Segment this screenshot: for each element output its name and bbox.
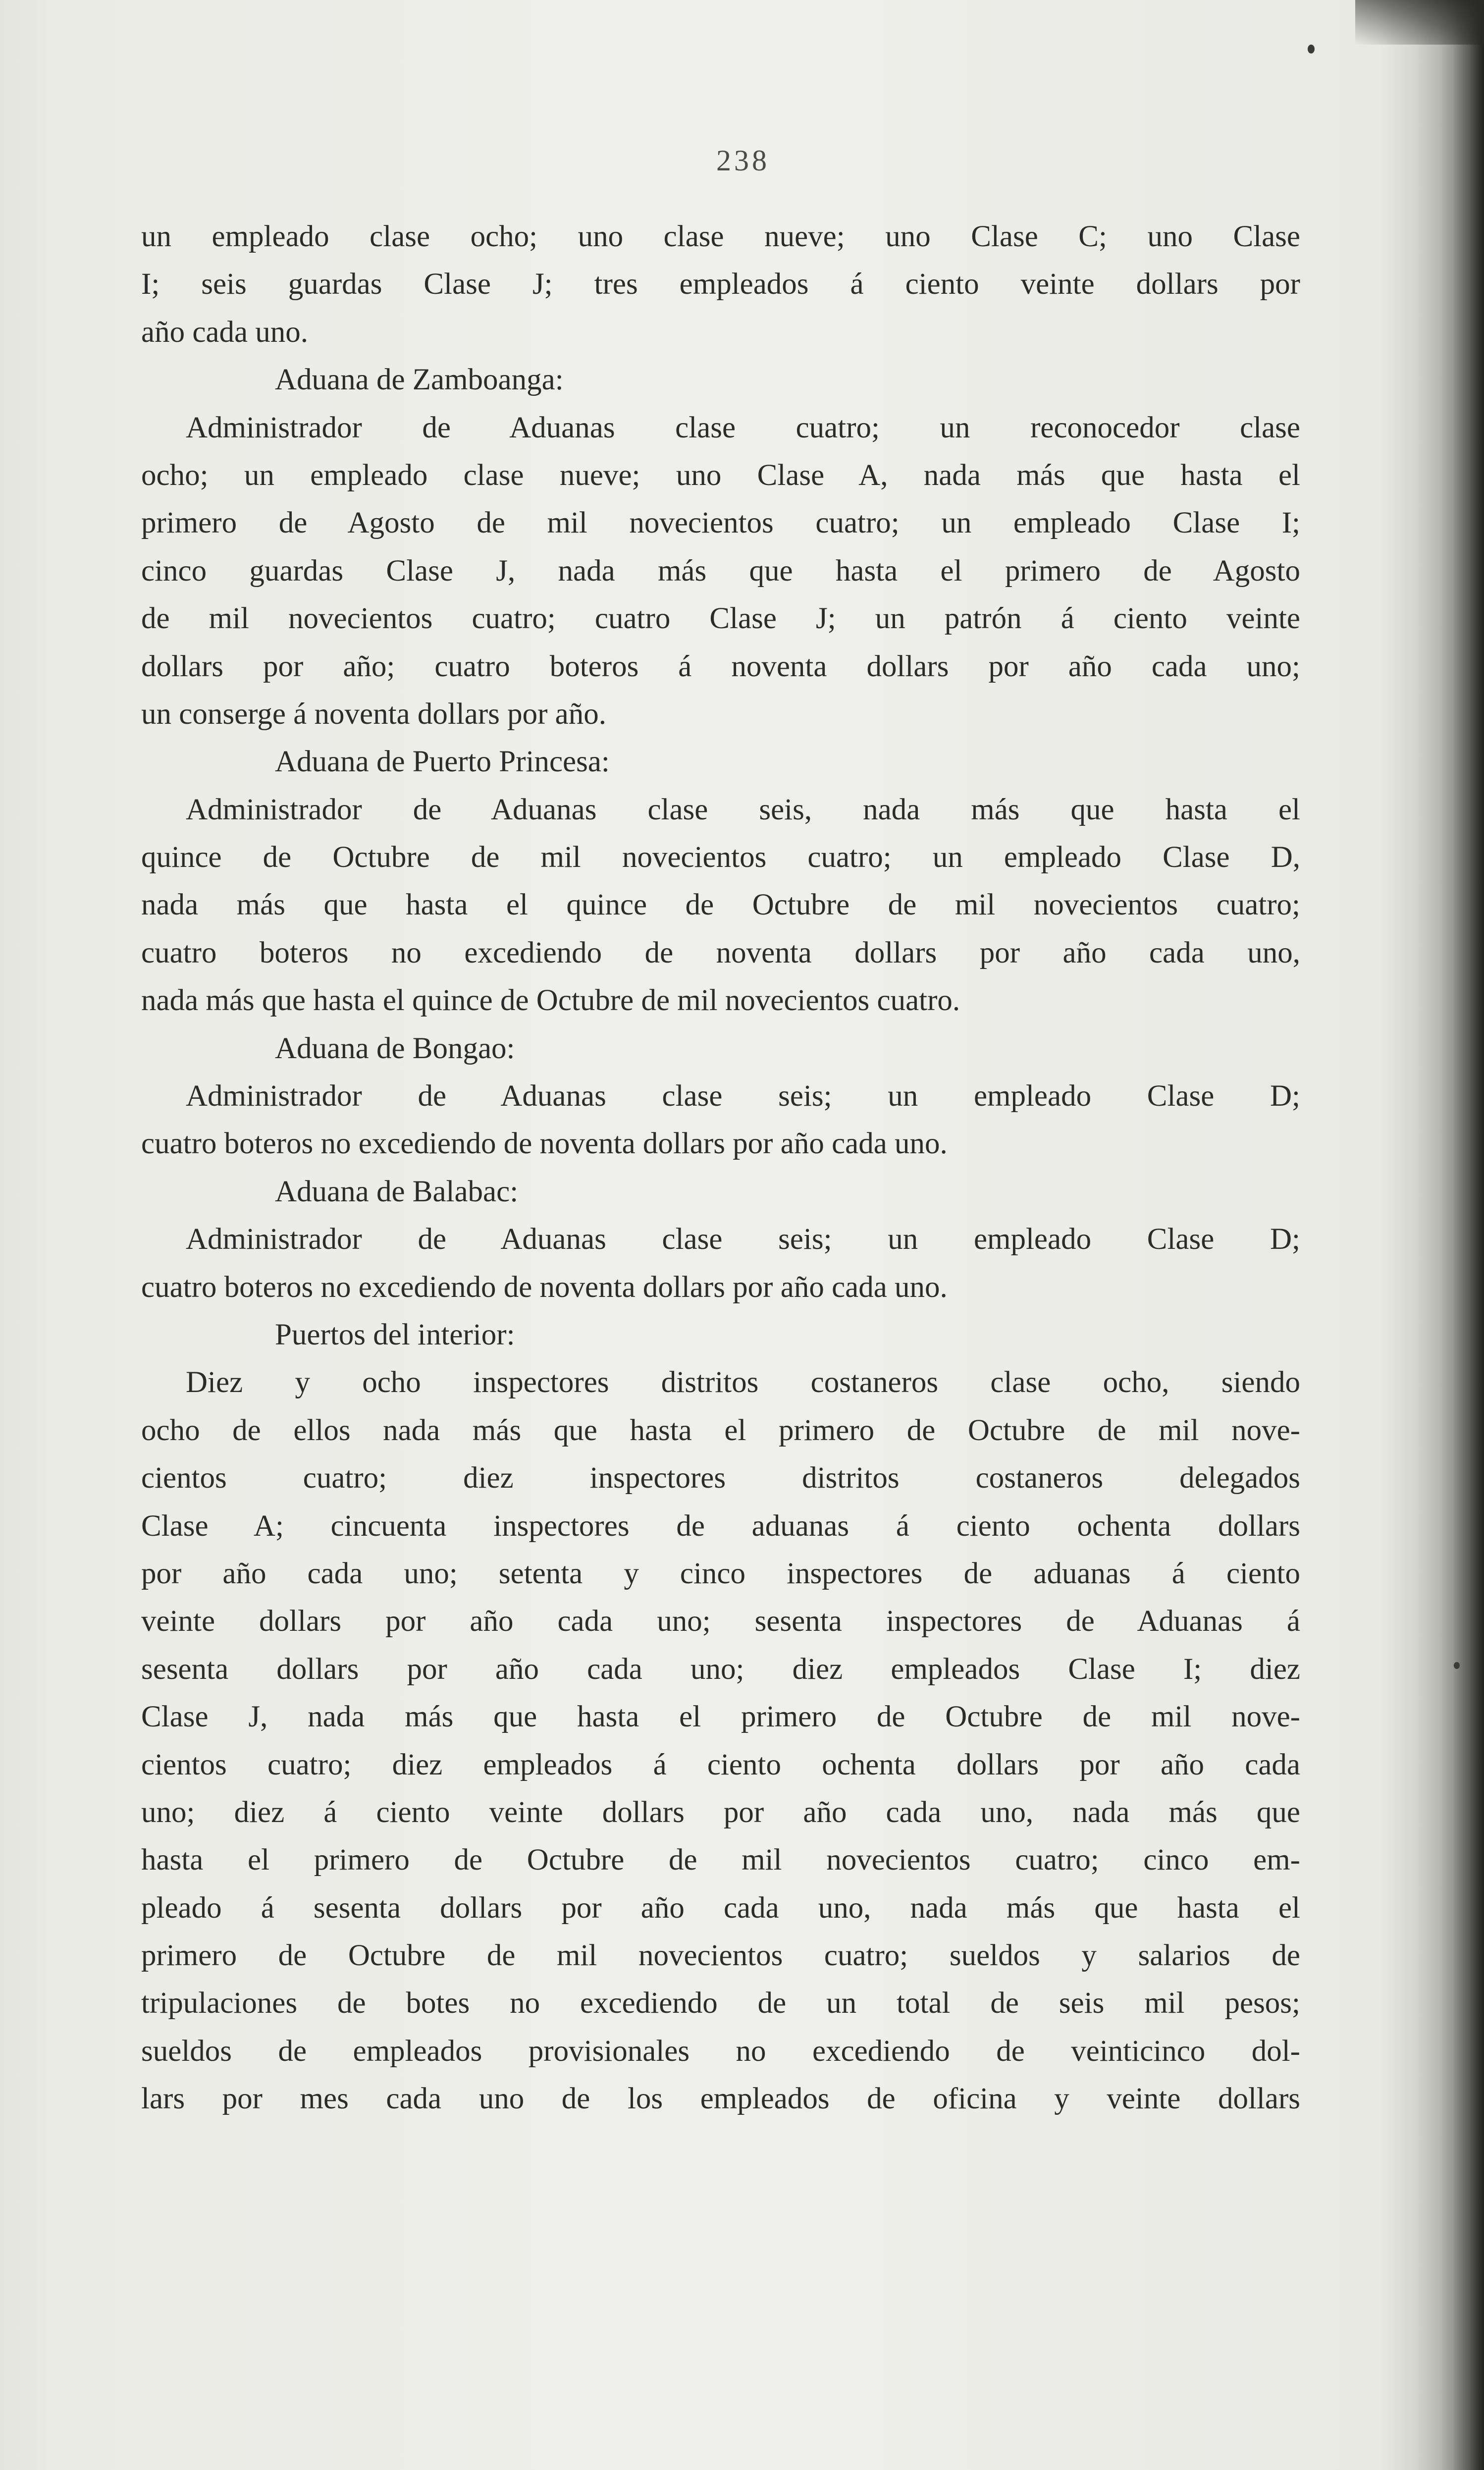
text-line: cientos cuatro; diez inspectores distritos costaneros delegados (141, 1461, 1300, 1495)
text-line: primero de Octubre de mil novecientos cuatro; sueldos y salarios de (141, 1939, 1300, 1973)
text-line: por año cada uno; setenta y cinco inspectores de aduanas á ciento (141, 1557, 1300, 1590)
text-line: un empleado clase ocho; uno clase nueve; uno Clase C; uno Clase (141, 220, 1300, 253)
section-heading: Aduana de Puerto Princesa: (275, 745, 610, 779)
ink-speck (1308, 45, 1315, 54)
text-line: nada más que hasta el quince de Octubre de mil novecientos cuatro. (141, 984, 960, 1018)
section-heading: Aduana de Balabac: (275, 1175, 519, 1208)
text-line: Administrador de Aduanas clase seis; un empleado Clase D; (186, 1223, 1300, 1256)
text-line: Administrador de Aduanas clase cuatro; un reconocedor clase (186, 411, 1300, 444)
text-line: uno; diez á ciento veinte dollars por año cada uno, nada más que (141, 1795, 1300, 1829)
section-heading: Aduana de Zamboanga: (275, 363, 564, 397)
text-line: quince de Octubre de mil novecientos cuatro; un empleado Clase D, (141, 841, 1300, 874)
text-line: Administrador de Aduanas clase seis; un empleado Clase D; (186, 1079, 1300, 1113)
text-line: cientos cuatro; diez empleados á ciento ochenta dollars por año cada (141, 1748, 1300, 1781)
text-line: año cada uno. (141, 315, 309, 349)
page-corner-shadow (1355, 0, 1484, 45)
text-line: hasta el primero de Octubre de mil novecientos cuatro; cinco em- (141, 1843, 1300, 1877)
page-edge-shadow (1415, 0, 1484, 2470)
text-line: Diez y ocho inspectores distritos costaneros clase ocho, siendo (186, 1366, 1300, 1399)
text-line: ocho de ellos nada más que hasta el primero de Octubre de mil nove- (141, 1413, 1300, 1447)
text-line: cuatro boteros no excediendo de noventa dollars por año cada uno. (141, 1270, 948, 1304)
text-line: un conserge á noventa dollars por año. (141, 697, 607, 731)
text-line: tripulaciones de botes no excediendo de un total de seis mil pesos; (141, 1987, 1300, 2020)
section-heading: Puertos del interior: (275, 1318, 515, 1351)
text-line: sesenta dollars por año cada uno; diez empleados Clase I; diez (141, 1652, 1300, 1686)
text-line: Clase J, nada más que hasta el primero de Octubre de mil nove- (141, 1700, 1300, 1734)
text-line: Administrador de Aduanas clase seis, nada más que hasta el (186, 793, 1300, 826)
text-line: I; seis guardas Clase J; tres empleados á ciento veinte dollars por (141, 268, 1300, 301)
text-line: nada más que hasta el quince de Octubre de mil novecientos cuatro; (141, 888, 1300, 922)
text-line: de mil novecientos cuatro; cuatro Clase J; un patrón á ciento veinte (141, 602, 1300, 636)
text-line: lars por mes cada uno de los empleados de oficina y veinte dollars (141, 2082, 1300, 2116)
text-line: sueldos de empleados provisionales no excediendo de veinticinco dol- (141, 2034, 1300, 2068)
text-line: cuatro boteros no excediendo de noventa dollars por año cada uno. (141, 1127, 948, 1161)
text-line: veinte dollars por año cada uno; sesenta inspectores de Aduanas á (141, 1605, 1300, 1638)
text-line: cinco guardas Clase J, nada más que hasta el primero de Agosto (141, 554, 1300, 588)
page-number: 238 (716, 144, 770, 177)
text-line: pleado á sesenta dollars por año cada uno, nada más que hasta el (141, 1891, 1300, 1925)
section-heading: Aduana de Bongao: (275, 1031, 515, 1065)
text-line: Clase A; cincuenta inspectores de aduanas á ciento ochenta dollars (141, 1509, 1300, 1543)
text-line: ocho; un empleado clase nueve; uno Clase A, nada más que hasta el (141, 458, 1300, 492)
body-text (141, 213, 1300, 2123)
text-line: dollars por año; cuatro boteros á noventa dollars por año cada uno; (141, 649, 1300, 683)
text-line: primero de Agosto de mil novecientos cuatro; un empleado Clase I; (141, 506, 1300, 540)
text-line: cuatro boteros no excediendo de noventa dollars por año cada uno, (141, 936, 1300, 969)
ink-speck (1454, 1662, 1460, 1669)
